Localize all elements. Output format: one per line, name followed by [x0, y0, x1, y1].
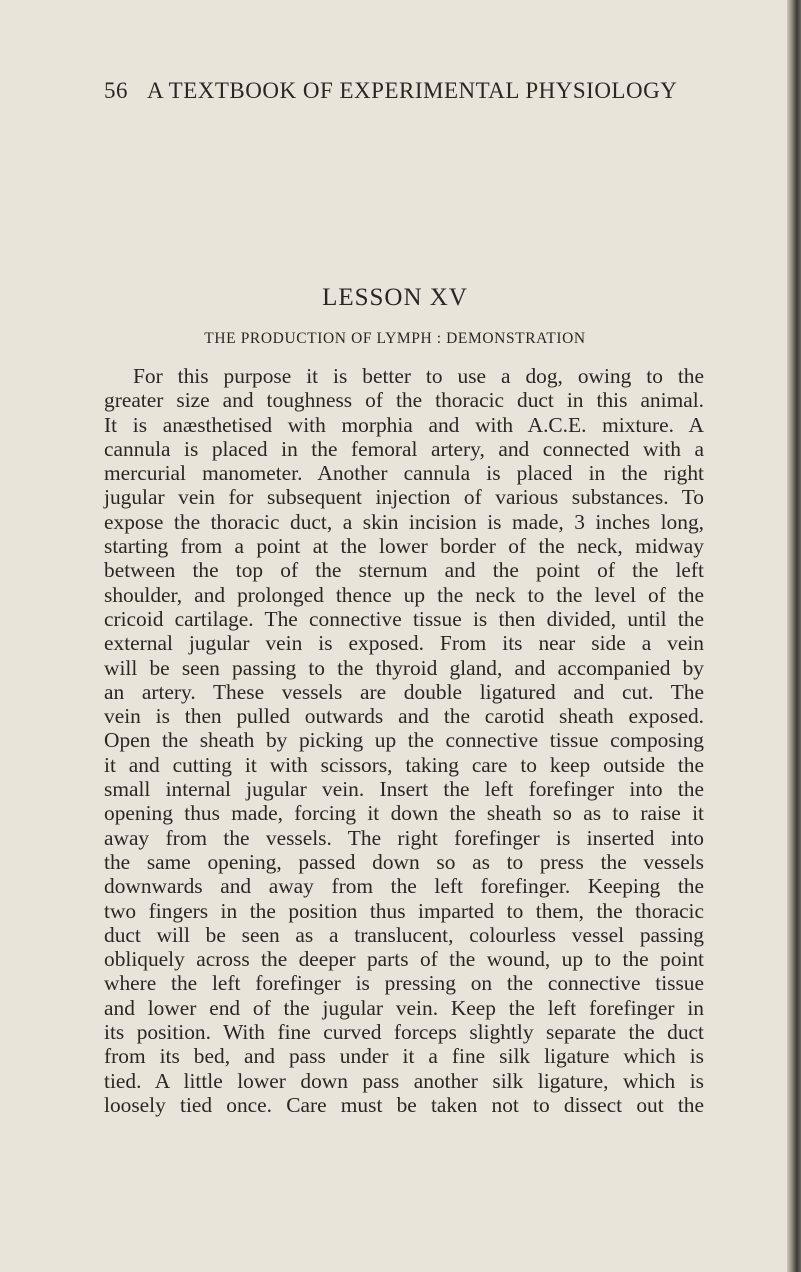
text-line: jugular vein for subsequent injection of various substances. To	[104, 485, 704, 510]
text-line: will be seen passing to the thyroid gland, and accompanied by	[104, 655, 704, 680]
text-line: opening thus made, forcing it down the sheath so as to raise it	[104, 801, 704, 826]
text-line: and lower end of the jugular vein. Keep the left forefinger in	[104, 995, 704, 1020]
text-line: small internal jugular vein. Insert the left forefinger into the	[104, 777, 704, 802]
text-line: two fingers in the position thus imparted to them, the thoracic	[104, 898, 704, 923]
text-line: between the top of the sternum and the point of the left	[104, 558, 704, 583]
text-line: starting from a point at the lower border of the neck, midway	[104, 534, 704, 559]
text-line: the same opening, passed down so as to press the vessels	[104, 849, 704, 874]
text-line: cannula is placed in the femoral artery, and connected with a	[104, 436, 704, 461]
lesson-title: LESSON XV	[322, 284, 468, 311]
lesson-subtitle: THE PRODUCTION OF LYMPH : DEMONSTRATION	[204, 330, 586, 347]
text-line: Open the sheath by picking up the connective tissue composing	[104, 728, 704, 753]
body-text	[104, 364, 704, 1117]
text-line: an artery. These vessels are double ligatured and cut. The	[104, 679, 704, 704]
text-line: its position. With fine curved forceps slightly separate the duct	[104, 1020, 704, 1045]
page-number: 56	[104, 78, 128, 103]
text-line: mercurial manometer. Another cannula is placed in the right	[104, 461, 704, 486]
text-line: greater size and toughness of the thoracic duct in this animal.	[104, 388, 704, 413]
text-line: it and cutting it with scissors, taking care to keep outside the	[104, 752, 704, 777]
text-line: It is anæsthetised with morphia and with A.C.E. mixture. A	[104, 412, 704, 437]
text-line: duct will be seen as a translucent, colourless vessel passing	[104, 922, 704, 947]
text-line: downwards and away from the left forefinger. Keeping the	[104, 874, 704, 899]
text-line: shoulder, and prolonged thence up the neck to the level of the	[104, 582, 704, 607]
text-line: tied. A little lower down pass another silk ligature, which is	[104, 1068, 704, 1093]
running-head	[104, 78, 677, 104]
text-line: vein is then pulled outwards and the carotid sheath exposed.	[104, 704, 704, 729]
text-line: cricoid cartilage. The connective tissue is then divided, until the	[104, 606, 704, 631]
text-line: away from the vessels. The right forefinger is inserted into	[104, 825, 704, 850]
running-title: A TEXTBOOK OF EXPERIMENTAL PHYSIOLOGY	[146, 78, 678, 103]
page-edge	[787, 0, 801, 1272]
text-line: where the left forefinger is pressing on the connective tissue	[104, 971, 704, 996]
text-line: loosely tied once. Care must be taken not to dissect out the	[104, 1092, 704, 1117]
text-line: from its bed, and pass under it a fine silk ligature which is	[104, 1044, 704, 1069]
text-line: external jugular vein is exposed. From its near side a vein	[104, 631, 704, 656]
text-line: obliquely across the deeper parts of the wound, up to the point	[104, 947, 704, 972]
text-line: For this purpose it is better to use a dog, owing to the	[133, 364, 704, 388]
text-line: expose the thoracic duct, a skin incision is made, 3 inches long,	[104, 509, 704, 534]
